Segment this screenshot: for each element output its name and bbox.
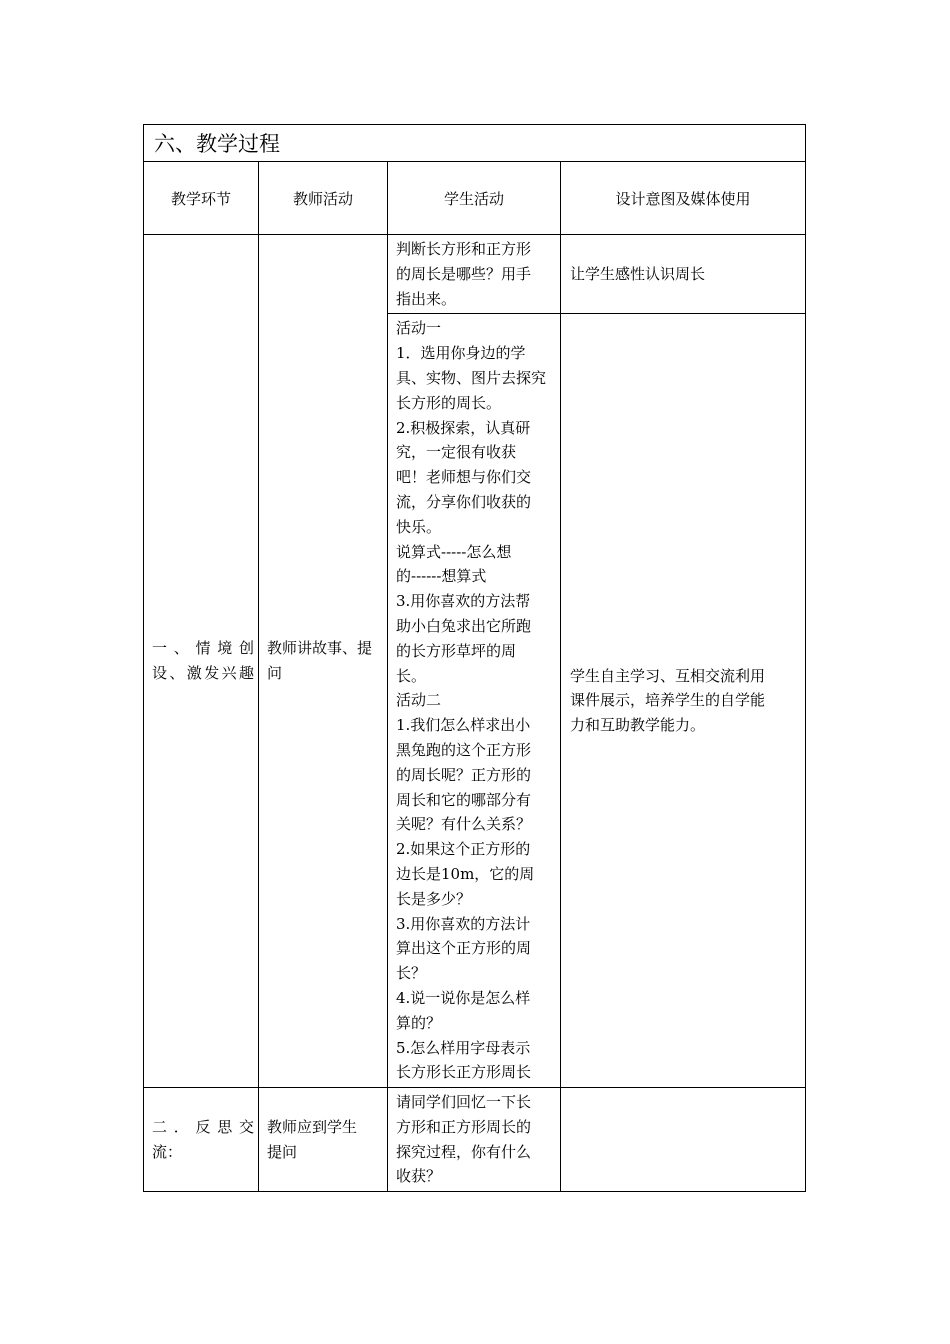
design-intent-cell <box>561 314 806 1088</box>
stage-cell <box>144 235 259 1088</box>
table-row <box>144 1088 806 1192</box>
student-activity-line: 2.如果这个正方形的 <box>396 840 531 859</box>
student-activity-cell <box>388 235 561 314</box>
student-activity-line: 1．选用你身边的学 <box>396 344 526 363</box>
student-activity-line: 2.积极探索，认真研 <box>396 418 531 437</box>
student-activity-line: 长？ <box>396 964 427 983</box>
student-activity-cell <box>388 314 561 1088</box>
student-activity-line: 黑兔跑的这个正方形 <box>396 740 532 759</box>
student-activity-line: 的------想算式 <box>396 567 487 586</box>
stage-text: 设、激发兴趣 <box>152 664 254 683</box>
teacher-activity-text: 教师应到学生 <box>267 1117 358 1136</box>
student-activity-line: 3.用你喜欢的方法帮 <box>396 592 531 611</box>
student-activity-line: 1.我们怎么样求出小 <box>396 716 531 735</box>
teacher-activity-cell <box>259 235 388 1088</box>
design-intent-line: 课件展示，培养学生的自学能 <box>570 691 766 710</box>
student-activity-line: 长方形的周长。 <box>396 393 502 412</box>
student-activity-line: 算出这个正方形的周 <box>396 939 532 958</box>
student-activity-line: 算的？ <box>396 1013 442 1032</box>
student-activity-line: 说算式-----怎么想 <box>396 542 512 561</box>
design-intent-cell <box>561 1088 806 1192</box>
student-activity-line: 收获？ <box>396 1167 442 1186</box>
student-activity-line: 流，分享你们收获的 <box>396 492 532 511</box>
student-activity-line: 助小白兔求出它所跑 <box>396 616 532 635</box>
table-row <box>144 235 806 314</box>
stage-text: 一、情境创 <box>152 639 254 658</box>
teacher-activity-text: 提问 <box>267 1142 298 1161</box>
teacher-activity-text: 问 <box>267 664 283 683</box>
student-activity-line: 的周长呢？正方形的 <box>396 765 532 784</box>
student-activity-line: 指出来。 <box>396 289 457 308</box>
student-activity-line: 关呢？有什么关系？ <box>396 815 532 834</box>
student-activity-line: 活动一 <box>396 319 442 338</box>
header-teacher-activity: 教师活动 <box>259 162 388 235</box>
header-student-activity: 学生活动 <box>388 162 561 235</box>
student-activity-line: 4.说一说你是怎么样 <box>396 988 531 1007</box>
student-activity-line: 长。 <box>396 666 427 685</box>
student-activity-line: 长方形长正方形周长 <box>396 1063 532 1082</box>
student-activity-line: 具、实物、图片去探究 <box>396 368 547 387</box>
stage-text: 流： <box>152 1142 183 1161</box>
student-activity-line: 究，一定很有收获 <box>396 443 517 462</box>
student-activity-line: 探究过程，你有什么 <box>396 1142 532 1161</box>
student-activity-line: 的长方形草坪的周 <box>396 641 517 660</box>
student-activity-line: 长是多少？ <box>396 889 472 908</box>
stage-cell <box>144 1088 259 1192</box>
student-activity-line: 周长和它的哪部分有 <box>396 790 532 809</box>
student-activity-line: 吧！老师想与你们交 <box>396 468 532 487</box>
design-intent-cell: 让学生感性认识周长 <box>561 235 806 314</box>
teaching-process-table <box>143 124 806 1192</box>
student-activity-line: 3.用你喜欢的方法计 <box>396 914 531 933</box>
teacher-activity-text: 教师讲故事、提 <box>267 639 373 658</box>
stage-text: 二．反思交 <box>152 1117 254 1136</box>
student-activity-line: 活动二 <box>396 691 442 710</box>
student-activity-line: 请同学们回忆一下长 <box>396 1093 532 1112</box>
student-activity-line: 方形和正方形周长的 <box>396 1117 532 1136</box>
header-design-intent: 设计意图及媒体使用 <box>561 162 806 235</box>
student-activity-line: 快乐。 <box>396 517 442 536</box>
student-activity-cell <box>388 1088 561 1192</box>
section-title: 六、教学过程 <box>144 125 806 162</box>
design-intent-line: 力和互助教学能力。 <box>570 716 706 735</box>
teacher-activity-cell <box>259 1088 388 1192</box>
design-intent-line: 学生自主学习、互相交流利用 <box>570 666 766 685</box>
student-activity-line: 的周长是哪些？用手 <box>396 264 532 283</box>
student-activity-line: 判断长方形和正方形 <box>396 240 532 258</box>
header-stage: 教学环节 <box>144 162 259 235</box>
student-activity-line: 5.怎么样用字母表示 <box>396 1038 531 1057</box>
student-activity-line: 边长是10m，它的周 <box>396 864 535 883</box>
